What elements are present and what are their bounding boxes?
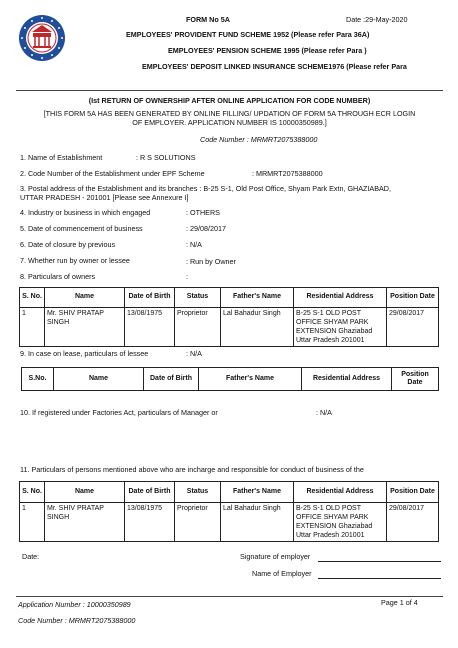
footer-code-number: Code Number : MRMRT2075388000 bbox=[18, 616, 136, 625]
incharge-col-sno: S. No. bbox=[20, 482, 45, 503]
table-row bbox=[20, 503, 439, 542]
field-5-value: : 29/08/2017 bbox=[186, 224, 226, 233]
field-9-value: : N/A bbox=[186, 349, 202, 358]
footer-application-number: Application Number : 10000350989 bbox=[18, 600, 131, 609]
incharge-col-address: Residential Address bbox=[294, 482, 387, 503]
footer-page-number: Page 1 of 4 bbox=[381, 598, 418, 607]
form-date: Date :29-May-2020 bbox=[346, 15, 408, 24]
field-10-label: 10. If registered under Factories Act, particulars of Manager or bbox=[20, 408, 218, 417]
incharge-address: B-25 S-1 OLD POST OFFICE SHYAM PARK EXTENSION Ghaziabad Uttar Pradesh 201001 bbox=[294, 503, 387, 542]
scheme-line-2: EMPLOYEES' PENSION SCHEME 1995 (Please refer Para ) bbox=[168, 46, 367, 55]
owners-col-sno: S. No. bbox=[20, 288, 45, 308]
code-number-line: Code Number : MRMRT2075388000 bbox=[200, 135, 318, 144]
field-8-label: 8. Particulars of owners bbox=[20, 272, 96, 281]
owners-col-position: Position Date bbox=[387, 288, 439, 308]
owner-sno: 1 bbox=[20, 308, 45, 347]
header-divider bbox=[16, 90, 443, 91]
incharge-col-name: Name bbox=[45, 482, 125, 503]
incharge-sno: 1 bbox=[20, 503, 45, 542]
field-9-label: 9. In case on lease, particulars of lessee bbox=[20, 349, 149, 358]
incharge-dob: 13/08/1975 bbox=[125, 503, 175, 542]
epfo-logo-icon bbox=[17, 13, 67, 63]
date-label: Date: bbox=[22, 552, 40, 561]
field-3-line-2: UTTAR PRADESH - 201001 [Please see Annexure I] bbox=[20, 193, 189, 202]
owner-father: Lal Bahadur Singh bbox=[221, 308, 294, 347]
owners-col-name: Name bbox=[45, 288, 125, 308]
field-1-value: : R S SOLUTIONS bbox=[136, 153, 196, 162]
owners-table bbox=[19, 287, 439, 347]
field-4-label: 4. Industry or business in which engaged bbox=[20, 208, 151, 217]
incharge-col-father: Father's Name bbox=[221, 482, 294, 503]
field-5-label: 5. Date of commencement of business bbox=[20, 224, 143, 233]
owners-col-dob: Date of Birth bbox=[125, 288, 175, 308]
owner-name: Mr. SHIV PRATAP SINGH bbox=[45, 308, 125, 347]
field-3-line-1: 3. Postal address of the Establishment and its branches : B-25 S-1, Old Post Office, Shyam Park Extn, GHAZIABAD, bbox=[20, 184, 391, 193]
owner-address: B-25 S-1 OLD POST OFFICE SHYAM PARK EXTENSION Ghaziabad Uttar Pradesh 201001 bbox=[294, 308, 387, 347]
incharge-name: Mr. SHIV PRATAP SINGH bbox=[45, 503, 125, 542]
scheme-line-1: EMPLOYEES' PROVIDENT FUND SCHEME 1952 (Please refer Para 36A) bbox=[126, 30, 370, 39]
incharge-col-status: Status bbox=[175, 482, 221, 503]
field-11-label: 11. Particulars of persons mentioned above who are incharge and responsible for conduct of business of the bbox=[20, 465, 364, 474]
footer-divider bbox=[16, 596, 443, 597]
owner-dob: 13/08/1975 bbox=[125, 308, 175, 347]
note-line-2: OF EMPLOYER. APPLICATION NUMBER IS 10000350989.] bbox=[132, 118, 327, 127]
incharge-father: Lal Bahadur Singh bbox=[221, 503, 294, 542]
field-7-value: : Run by Owner bbox=[186, 257, 236, 266]
table-row bbox=[20, 308, 439, 347]
owners-col-status: Status bbox=[175, 288, 221, 308]
signature-line bbox=[318, 561, 441, 562]
field-10-value: : N/A bbox=[316, 408, 332, 417]
field-6-label: 6. Date of closure by previous bbox=[20, 240, 116, 249]
field-8-value: : bbox=[186, 272, 188, 281]
employer-name-line bbox=[318, 578, 441, 579]
note-line-1: [THIS FORM 5A HAS BEEN GENERATED BY ONLINE FILLING/ UPDATION OF FORM 5A THROUGH ECR LOGIN bbox=[43, 109, 416, 118]
field-1-label: 1. Name of Establishment bbox=[20, 153, 103, 162]
return-title: (Ist RETURN OF OWNERSHIP AFTER ONLINE APPLICATION FOR CODE NUMBER) bbox=[88, 96, 371, 105]
owners-col-address: Residential Address bbox=[294, 288, 387, 308]
lessee-col-father: Father's Name bbox=[199, 368, 302, 391]
incharge-header-row bbox=[20, 482, 439, 503]
incharge-status: Proprietor bbox=[175, 503, 221, 542]
incharge-table bbox=[19, 481, 439, 542]
incharge-position: 29/08/2017 bbox=[387, 503, 439, 542]
scheme-line-3: EMPLOYEES' DEPOSIT LINKED INSURANCE SCHEME1976 (Please refer Para bbox=[142, 62, 407, 71]
field-6-value: : N/A bbox=[186, 240, 202, 249]
lessee-table bbox=[21, 367, 439, 391]
incharge-col-dob: Date of Birth bbox=[125, 482, 175, 503]
lessee-header-row bbox=[22, 368, 439, 391]
owner-status: Proprietor bbox=[175, 308, 221, 347]
lessee-col-position: Position Date bbox=[392, 368, 439, 391]
signature-label: Signature of employer bbox=[240, 552, 311, 561]
owners-col-father: Father's Name bbox=[221, 288, 294, 308]
lessee-col-address: Residential Address bbox=[302, 368, 392, 391]
lessee-col-sno: S.No. bbox=[22, 368, 54, 391]
incharge-col-position: Position Date bbox=[387, 482, 439, 503]
field-4-value: : OTHERS bbox=[186, 208, 220, 217]
field-2-value: : MRMRT2075388000 bbox=[252, 169, 323, 178]
owners-header-row bbox=[20, 288, 439, 308]
field-7-label: 7. Whether run by owner or lessee bbox=[20, 256, 130, 265]
owner-position: 29/08/2017 bbox=[387, 308, 439, 347]
lessee-col-name: Name bbox=[54, 368, 144, 391]
field-2-label: 2. Code Number of the Establishment under EPF Scheme bbox=[20, 169, 205, 178]
lessee-col-dob: Date of Birth bbox=[144, 368, 199, 391]
employer-name-label: Name of Employer bbox=[252, 569, 312, 578]
form-number: FORM No 5A bbox=[186, 15, 230, 24]
